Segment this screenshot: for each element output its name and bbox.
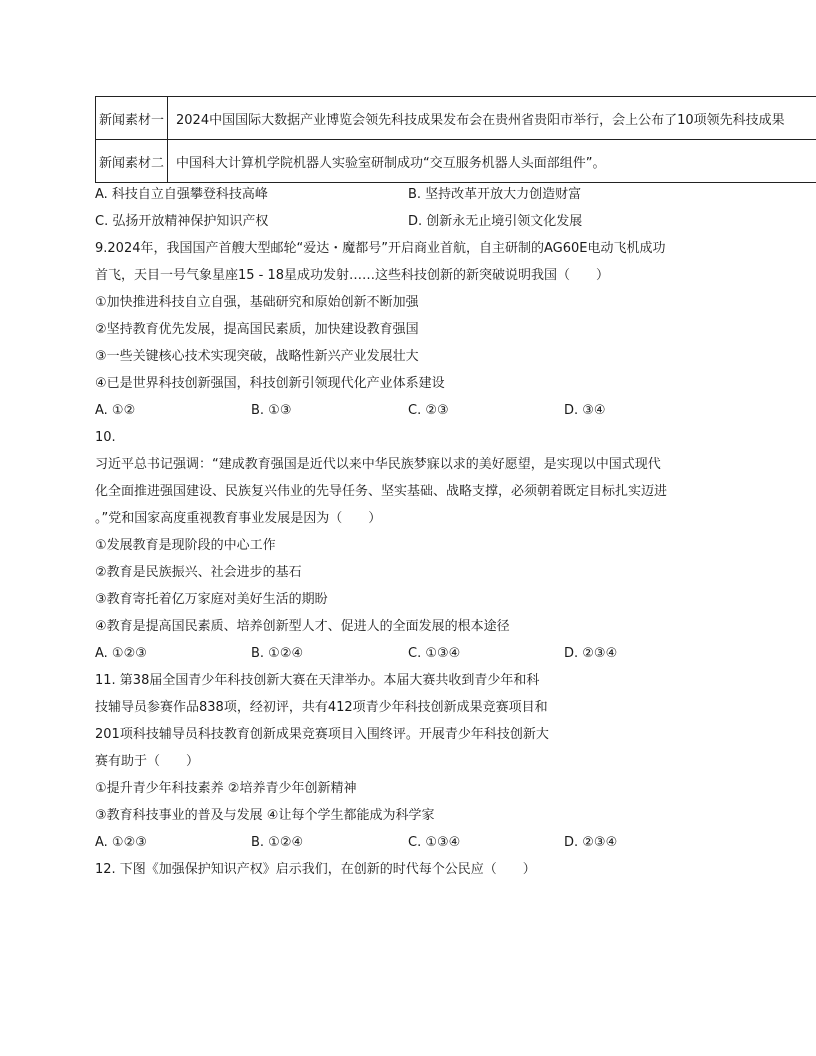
news-content: 中国科大计算机学院机器人实验室研制成功“交互服务机器人头面部组件”。: [168, 140, 816, 183]
q8-option-d[interactable]: D. 创新永无止境引领文化发展: [408, 214, 583, 229]
q8-option-b[interactable]: B. 坚持改革开放大力创造财富: [408, 187, 582, 202]
q9-statement: ①加快推进科技自立自强，基础研究和原始创新不断加强: [95, 295, 419, 310]
q10-option-a[interactable]: A. ①②③: [95, 646, 147, 661]
table-row: [96, 97, 816, 140]
q12-stem-line: 12. 下图《加强保护知识产权》启示我们，在创新的时代每个公民应（ ）: [95, 862, 536, 877]
q11-option-c[interactable]: C. ①③④: [408, 835, 461, 850]
q11-statement: ③教育科技事业的普及与发展 ④让每个学生都能成为科学家: [95, 808, 435, 823]
q9-option-a[interactable]: A. ①②: [95, 403, 136, 418]
q9-option-d[interactable]: D. ③④: [564, 403, 606, 418]
q10-statement: ④教育是提高国民素质、培养创新型人才、促进人的全面发展的根本途径: [95, 619, 510, 634]
q11-statement: ①提升青少年科技素养 ②培养青少年创新精神: [95, 781, 357, 796]
q10-option-b[interactable]: B. ①②④: [251, 646, 304, 661]
q8-option-a[interactable]: A. 科技自立自强攀登科技高峰: [95, 187, 268, 202]
q10-stem-line: 习近平总书记强调：“建成教育强国是近代以来中华民族梦寐以求的美好愿望，是实现以中国式现代: [95, 457, 661, 472]
q10-stem-line: 化全面推进强国建设、民族复兴伟业的先导任务、坚实基础、战略支撑，必须朝着既定目标扎实迈进: [95, 484, 668, 499]
q11-option-b[interactable]: B. ①②④: [251, 835, 304, 850]
q11-option-d[interactable]: D. ②③④: [564, 835, 618, 850]
q9-stem-line: 首飞，天目一号气象星座15 - 18星成功发射……这些科技创新的新突破说明我国（ ）: [95, 268, 610, 283]
q11-stem-line: 11. 第38届全国青少年科技创新大赛在天津举办。本届大赛共收到青少年和科: [95, 673, 540, 688]
q10-statement: ①发展教育是现阶段的中心工作: [95, 538, 276, 553]
q10-statement: ③教育寄托着亿万家庭对美好生活的期盼: [95, 592, 328, 607]
q11-stem-line: 201项科技辅导员科技教育创新成果竞赛项目入围终评。开展青少年科技创新大: [95, 727, 549, 742]
news-label: 新闻素材二: [96, 140, 168, 183]
q8-option-c[interactable]: C. 弘扬开放精神保护知识产权: [95, 214, 269, 229]
q11-stem-line: 赛有助于（ ）: [95, 754, 200, 769]
q9-option-b[interactable]: B. ①③: [251, 403, 292, 418]
q10-statement: ②教育是民族振兴、社会进步的基石: [95, 565, 302, 580]
q9-statement: ④已是世界科技创新强国，科技创新引领现代化产业体系建设: [95, 376, 445, 391]
q9-option-c[interactable]: C. ②③: [408, 403, 449, 418]
q10-number: 10.: [95, 430, 116, 445]
q11-option-a[interactable]: A. ①②③: [95, 835, 147, 850]
news-material-table: [95, 96, 816, 183]
q9-statement: ③一些关键核心技术实现突破，战略性新兴产业发展壮大: [95, 349, 419, 364]
news-label: 新闻素材一: [96, 97, 168, 140]
q10-stem-line: 。”党和国家高度重视教育事业发展是因为（ ）: [95, 511, 382, 526]
q11-stem-line: 技辅导员参赛作品838项，经初评，共有412项青少年科技创新成果竞赛项目和: [95, 700, 548, 715]
q10-option-c[interactable]: C. ①③④: [408, 646, 461, 661]
q9-stem-line: 9.2024年，我国国产首艘大型邮轮“爱达・魔都号”开启商业首航，自主研制的AG60E电动飞机成功: [95, 241, 666, 256]
table-row: [96, 140, 816, 183]
q10-option-d[interactable]: D. ②③④: [564, 646, 618, 661]
news-content: 2024中国国际大数据产业博览会领先科技成果发布会在贵州省贵阳市举行，会上公布了10项领先科技成果: [168, 97, 816, 140]
q9-statement: ②坚持教育优先发展，提高国民素质，加快建设教育强国: [95, 322, 419, 337]
